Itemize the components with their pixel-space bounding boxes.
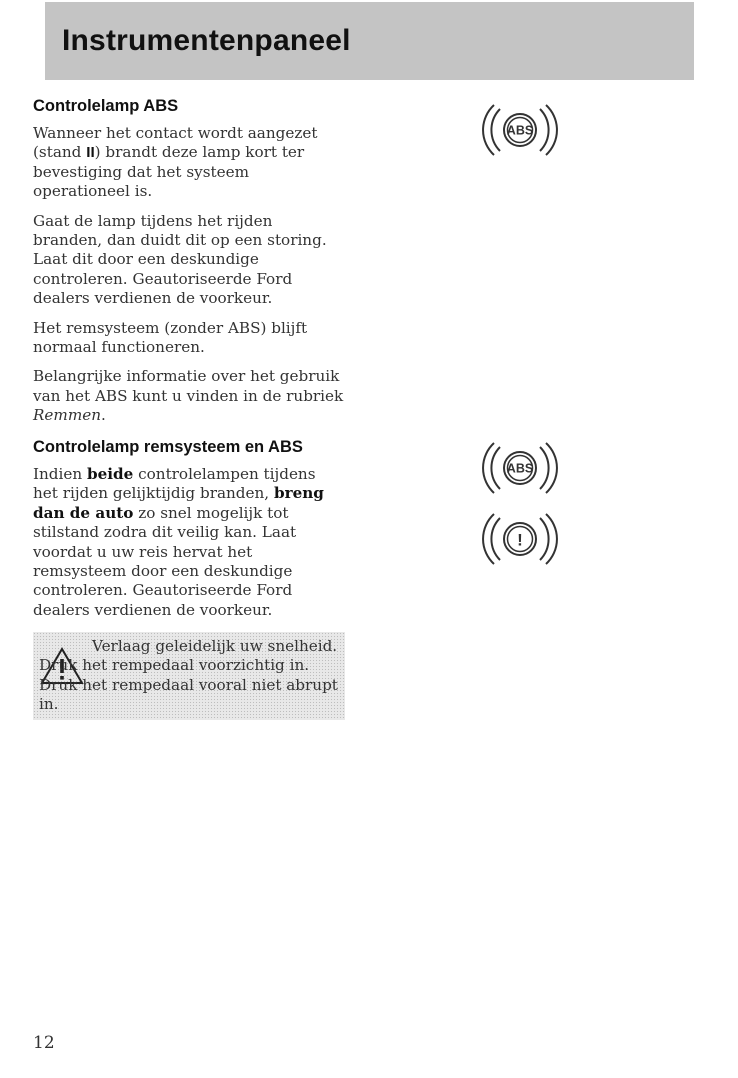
paragraph: Wanneer het contact wordt aangezet (stand II) brandt deze lamp kort ter bevestiging dat het systeem operationeel is. [33, 124, 318, 201]
section-heading: Controlelamp remsysteem en ABS [33, 438, 303, 456]
paragraph: Het remsysteem (zonder ABS) blijft normaal functioneren. [33, 318, 308, 357]
brake-warning-light-icon [478, 508, 562, 570]
abs-warning-light-icon [478, 437, 562, 499]
page-number: 12 [33, 1033, 55, 1053]
paragraph: Belangrijke informatie over het gebruik van het ABS kunt u vinden in de rubriek Remmen. [33, 367, 344, 425]
page-header [45, 2, 694, 80]
warning-box [33, 632, 345, 720]
warning-text: Verlaag geleidelijk uw snelheid. Druk het rempedaal voorzichtig in. Druk het rempedaal vooral niet abrupt in. [39, 637, 338, 714]
svg-text:ABS: ABS [506, 461, 534, 476]
paragraph: Gaat de lamp tijdens het rijden branden, dan duidt dit op een storing. Laat dit door een deskundige controleren. Geautoriseerde Ford dealers verdienen de voorkeur. [33, 211, 327, 308]
section-brake-abs-lamp [33, 438, 345, 630]
paragraph: Indien beide controlelampen tijdens het rijden gelijktijdig branden, breng dan de auto zo snel mogelijk tot stilstand zodra dit veilig kan. Laat voordat u uw reis hervat het remsysteem door een deskundige controleren. Geautoriseerde Ford dealers verdienen de voorkeur. [33, 465, 324, 619]
abs-warning-light-icon [478, 99, 562, 161]
svg-text:ABS: ABS [506, 123, 534, 138]
svg-text:!: ! [517, 530, 523, 550]
section-heading: Controlelamp ABS [33, 97, 179, 115]
page-title: Instrumentenpaneel [62, 24, 351, 57]
section-abs-lamp [33, 97, 345, 436]
